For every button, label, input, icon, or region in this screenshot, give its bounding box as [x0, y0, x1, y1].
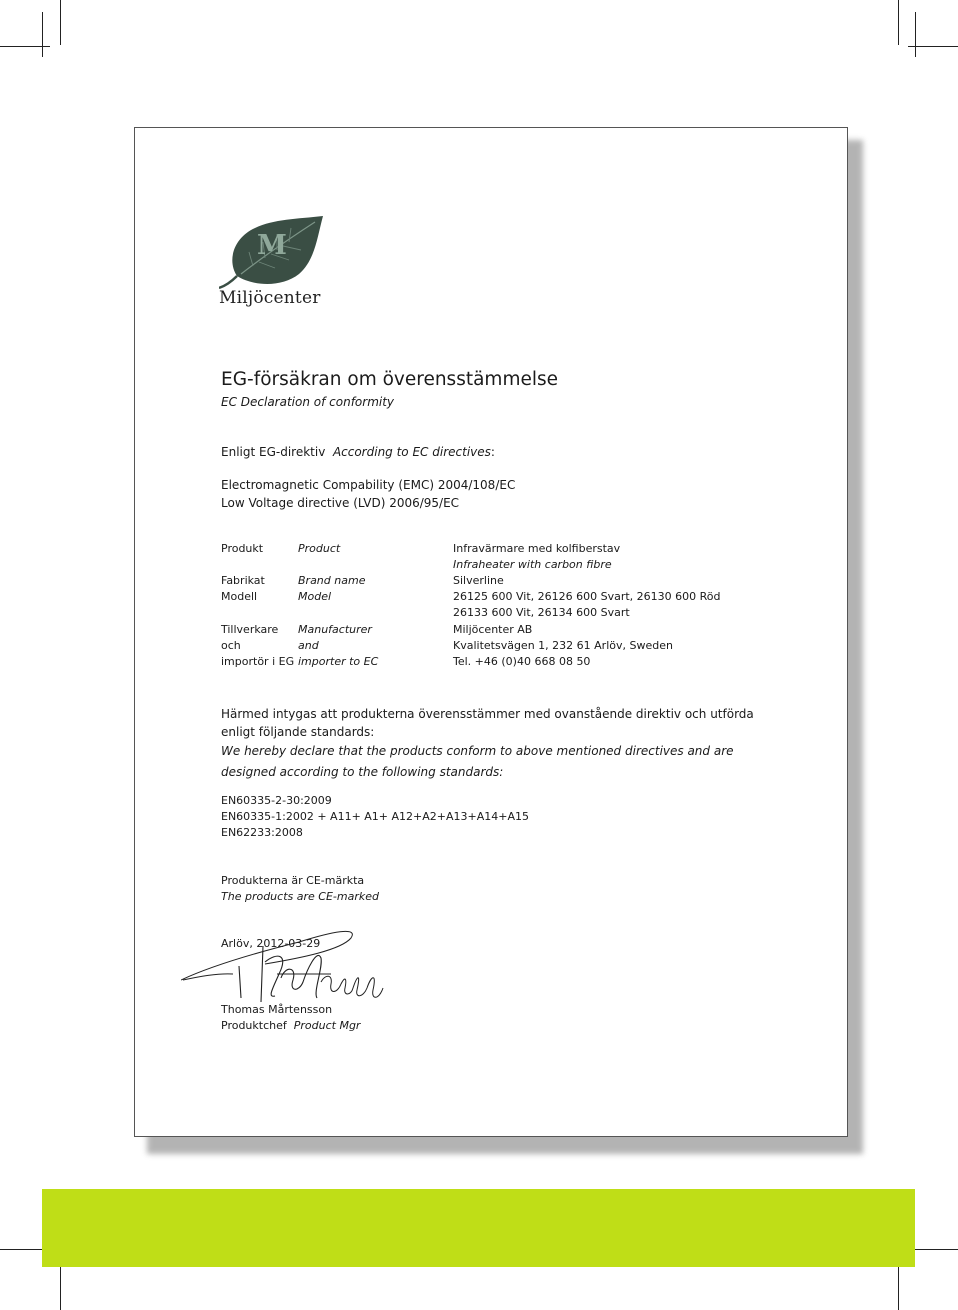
directive-item: Electromagnetic Compability (EMC) 2004/108/EC	[221, 478, 516, 492]
crop-mark	[60, 1262, 61, 1310]
model-value	[453, 589, 721, 621]
product-value	[453, 541, 620, 573]
label-line: importer to EC	[298, 655, 379, 669]
directive-intro-en: According to EC directives	[332, 445, 491, 459]
product-value-sv: Infravärmare med kolfiberstav	[453, 542, 621, 555]
label-brand-name: Brand name	[298, 574, 366, 587]
directive-intro	[221, 445, 495, 459]
manufacturer-name: Miljöcenter AB	[453, 623, 533, 636]
standard-item: EN62233:2008	[221, 826, 303, 840]
directive-intro-sv: Enligt EG-direktiv	[221, 445, 326, 459]
crop-mark	[915, 12, 916, 57]
declaration-line: Härmed intygas att produkterna överensstämmer med ovanstående direktiv och utförda	[221, 707, 754, 721]
label-line: och	[221, 639, 241, 653]
brand-value: Silverline	[453, 574, 504, 587]
label-modell: Modell	[221, 590, 258, 603]
directive-intro-colon: :	[490, 445, 495, 459]
signature-icon	[181, 918, 396, 1008]
ce-marking-sv: Produkterna är CE-märkta	[221, 874, 365, 887]
page-subtitle: EC Declaration of conformity	[221, 395, 395, 409]
directive-item: Low Voltage directive (LVD) 2006/95/EC	[221, 496, 460, 510]
product-value-en: Infraheater with carbon fibre	[453, 558, 612, 572]
crop-mark	[42, 12, 43, 57]
label-produkt: Produkt	[221, 542, 264, 555]
label-manufacturer	[298, 622, 378, 671]
green-footer-band	[42, 1189, 915, 1267]
model-value-line: 26133 600 Vit, 26134 600 Svart	[453, 606, 630, 620]
signer-role-sv: Produktchef	[221, 1019, 287, 1033]
declaration-line: designed according to the following standards:	[221, 765, 504, 779]
declaration-line: We hereby declare that the products conform to above mentioned directives and are	[221, 744, 734, 758]
label-tillverkare	[221, 622, 294, 671]
declaration-line: enligt följande standards:	[221, 725, 375, 739]
leaf-logo-icon	[219, 216, 329, 291]
manufacturer-phone: Tel. +46 (0)40 668 08 50	[453, 655, 591, 669]
company-logo	[219, 216, 329, 311]
crop-mark	[60, 0, 61, 45]
standard-item: EN60335-1:2002 + A11+ A1+ A12+A2+A13+A14+A15	[221, 810, 529, 824]
label-product: Product	[298, 542, 341, 555]
declaration-text	[221, 705, 754, 783]
crop-mark	[898, 1262, 899, 1310]
place-date: Arlöv, 2012-03-29	[221, 937, 321, 950]
declaration-document	[134, 127, 848, 1137]
page-title: EG-försäkran om överensstämmelse	[221, 369, 559, 390]
signer-block	[221, 1002, 360, 1034]
manufacturer-address: Kvalitetsvägen 1, 232 61 Arlöv, Sweden	[453, 639, 673, 653]
label-line: Tillverkare	[221, 623, 279, 636]
label-line: Manufacturer	[298, 623, 372, 636]
label-line: importör i EG	[221, 655, 295, 669]
ce-marking	[221, 873, 379, 905]
ce-marking-en: The products are CE-marked	[221, 890, 379, 904]
logo-brand-name: Miljöcenter	[219, 288, 321, 308]
standards-list	[221, 793, 529, 842]
signer-role-en: Product Mgr	[293, 1019, 361, 1033]
standard-item: EN60335-2-30:2009	[221, 794, 332, 807]
directives-list	[221, 476, 515, 512]
crop-mark	[898, 0, 899, 45]
signer-name: Thomas Mårtensson	[221, 1003, 333, 1016]
label-line: and	[298, 639, 319, 653]
logo-letter: M	[257, 230, 287, 261]
label-fabrikat: Fabrikat	[221, 574, 265, 587]
signer-role	[221, 1018, 360, 1034]
crop-mark	[908, 1249, 958, 1250]
manufacturer-value	[453, 622, 673, 671]
model-value-line: 26125 600 Vit, 26126 600 Svart, 26130 600 Röd	[453, 590, 721, 603]
label-model: Model	[298, 590, 332, 603]
